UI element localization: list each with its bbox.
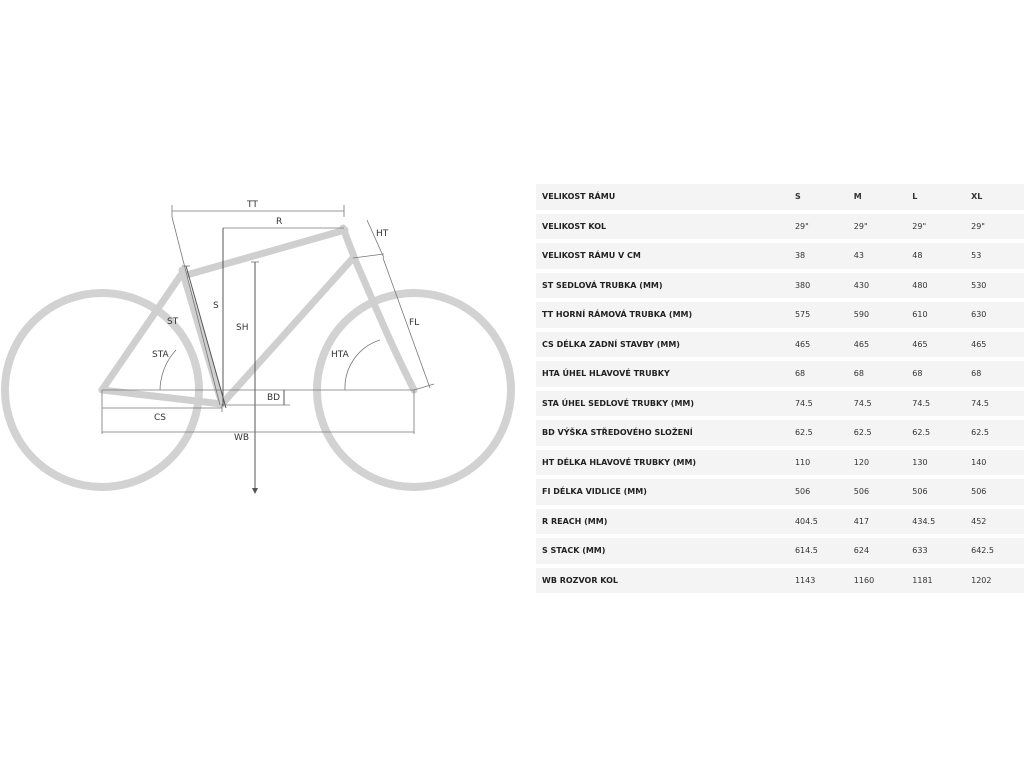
row-value: 465 [906,332,965,358]
row-value: 110 [789,450,848,476]
row-value: 452 [965,509,1024,535]
table-row [536,361,1024,387]
row-value: 1160 [848,568,906,594]
label-sta: STA [152,350,169,360]
row-value: 506 [965,479,1024,505]
row-value: 53 [965,243,1024,269]
label-hta: HTA [331,350,349,360]
row-label: S STACK (MM) [536,538,789,564]
table-row [536,479,1024,505]
row-value: 465 [789,332,848,358]
row-value: 140 [965,450,1024,476]
bike-frame [102,228,414,404]
row-value: 430 [848,273,906,299]
row-label: BD VÝŠKA STŘEDOVÉHO SLOŽENÍ [536,420,789,446]
label-bd: BD [267,393,281,403]
row-value: 74.5 [848,391,906,417]
row-value: 624 [848,538,906,564]
label-sh: SH [236,323,249,333]
row-value: 530 [965,273,1024,299]
row-value: 610 [906,302,965,328]
row-value: 29" [789,214,848,240]
label-s: S [213,301,219,311]
row-label: TT HORNÍ RÁMOVÁ TRUBKA (MM) [536,302,789,328]
table-row [536,302,1024,328]
row-label: HTA ÚHEL HLAVOVÉ TRUBKY [536,361,789,387]
row-value: 630 [965,302,1024,328]
row-value: 1202 [965,568,1024,594]
row-label: STA ÚHEL SEDLOVÉ TRUBKY (MM) [536,391,789,417]
row-value: 130 [906,450,965,476]
header-size-xl: XL [965,184,1024,210]
row-value: 62.5 [848,420,906,446]
row-value: 68 [965,361,1024,387]
row-value: 642.5 [965,538,1024,564]
row-value: 74.5 [965,391,1024,417]
row-value: 62.5 [906,420,965,446]
table-row [536,332,1024,358]
row-value: 1181 [906,568,965,594]
row-value: 590 [848,302,906,328]
row-value: 74.5 [789,391,848,417]
row-value: 62.5 [789,420,848,446]
row-value: 465 [965,332,1024,358]
row-label: HT DÉLKA HLAVOVÉ TRUBKY (MM) [536,450,789,476]
table-row [536,420,1024,446]
row-value: 48 [906,243,965,269]
header-size-m: M [848,184,906,210]
table-row [536,273,1024,299]
table-row [536,243,1024,269]
row-value: 68 [906,361,965,387]
row-value: 506 [848,479,906,505]
label-r: R [276,217,283,227]
row-value: 43 [848,243,906,269]
row-label: ST SEDLOVÁ TRUBKA (MM) [536,273,789,299]
table-row [536,214,1024,240]
row-value: 68 [789,361,848,387]
row-value: 62.5 [965,420,1024,446]
row-label: VELIKOST KOL [536,214,789,240]
header-label: VELIKOST RÁMU [536,184,789,210]
row-value: 1143 [789,568,848,594]
row-value: 68 [848,361,906,387]
label-st: ST [167,317,179,327]
table-row [536,568,1024,594]
row-label: WB ROZVOR KOL [536,568,789,594]
row-value: 404.5 [789,509,848,535]
header-size-s: S [789,184,848,210]
label-wb: WB [234,433,250,443]
row-label: CS DÉLKA ZADNÍ STAVBY (MM) [536,332,789,358]
header-size-l: L [906,184,965,210]
row-value: 38 [789,243,848,269]
row-value: 575 [789,302,848,328]
table-row [536,450,1024,476]
row-value: 29" [848,214,906,240]
row-value: 480 [906,273,965,299]
row-value: 465 [848,332,906,358]
row-value: 633 [906,538,965,564]
table-header-row [536,184,1024,210]
row-value: 74.5 [906,391,965,417]
row-label: FI DÉLKA VIDLICE (MM) [536,479,789,505]
row-label: R REACH (MM) [536,509,789,535]
row-value: 29" [906,214,965,240]
row-label: VELIKOST RÁMU V CM [536,243,789,269]
row-value: 434.5 [906,509,965,535]
row-value: 380 [789,273,848,299]
row-value: 417 [848,509,906,535]
label-tt: TT [247,200,258,210]
row-value: 506 [906,479,965,505]
geometry-table [536,180,1024,597]
table-row [536,509,1024,535]
table-row [536,391,1024,417]
row-value: 120 [848,450,906,476]
label-cs: CS [154,413,166,423]
label-ht: HT [376,229,389,239]
row-value: 29" [965,214,1024,240]
label-fl: FL [409,318,420,328]
row-value: 614.5 [789,538,848,564]
row-value: 506 [789,479,848,505]
table-row [536,538,1024,564]
